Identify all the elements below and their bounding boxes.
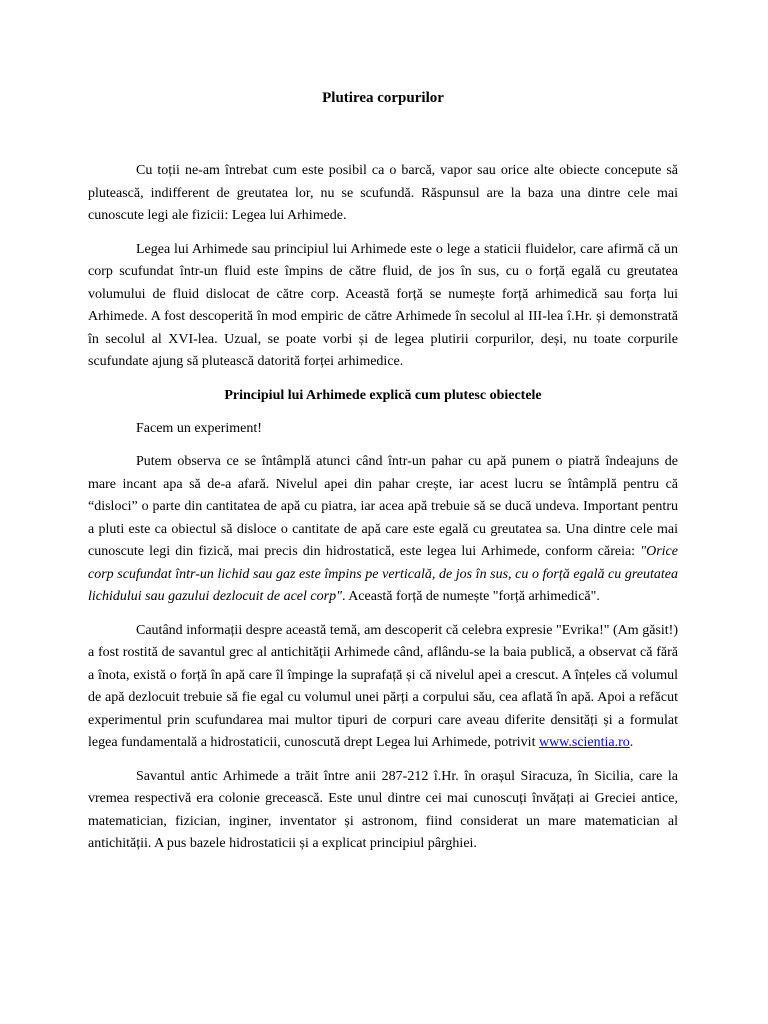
- evrika-text: Cautând informații despre această temă, am descoperit că celebra expresie "Evrika!" (Am găsit!) a fost rostită de savantul grec al antichității Arhimede când, aflându-se la baia publică, a observat că fără a înota, există o forță în apă care îl împinge la suprafață și că nivelul apei a crescut. A înțeles că volumul de apă dezlocuit trebuie să fie egal cu volumul unei părți a corpului său, cea aflată în apă. Apoi a refăcut experimentul prin scufundarea mai multor tipuri de corpuri care aveau diferite densități și a formulat legea fundamentală a hidrostaticii, cunoscută drept Legea lui Arhimede, potrivit: [88, 622, 678, 750]
- experiment-paragraph: Facem un experiment!: [136, 420, 262, 436]
- observation-paragraph: [88, 451, 678, 609]
- biography-paragraph: Savantul antic Arhimede a trăit între anii 287-212 î.Hr. în orașul Siracuza, în Sicilia, care la vremea respectivă era colonie grecească. Este unul dintre cei mai cunoscuți învățați ai Greciei antice, matematician, fizician, inginer, inventator și astronom, fiind considerat un mare matematician al antichității. A pus bazele hidrostaticii și a explicat principiul pârghiei.: [88, 768, 678, 851]
- evrika-paragraph: [88, 620, 678, 755]
- page-title: Plutirea corpurilor: [322, 90, 444, 106]
- document-page: [88, 88, 678, 867]
- observation-text-end: . Această forță de numește "forță arhimedică".: [341, 589, 600, 604]
- law-definition-paragraph: Legea lui Arhimede sau principiul lui Arhimede este o lege a staticii fluidelor, care afirmă că un corp scufundat într-un fluid este împins de către fluid, de jos în sus, cu o forță egală cu greutatea volumului de fluid dislocat de către corp. Această forță se numește forță arhimedică sau forța lui Arhimede. A fost descoperită în mod empiric de către Arhimede în secolul al III-lea î.Hr. și demonstrată în secolul al XVI-lea. Uzual, se poate vorbi și de legea plutirii corpurilor, deși, nu toate corpurile scufundate ajung să plutească datorită forței arhimedice.: [88, 241, 678, 369]
- law-quote: "Orice corp scufundat într-un lichid sau gaz este împins pe verticală, de jos în sus, cu o forță egală cu greutatea lichidului sau gazului dezlocuit de acel corp": [88, 544, 678, 604]
- observation-text: Putem observa ce se întâmplă atunci când într-un pahar cu apă punem o piatră îndeajuns de mare incant apa să de-a afară. Nivelul apei din pahar crește, iar acest lucru se întâmplă pentru că “disloci” o parte din cantitatea de apă cu piatra, iar acea apă trebuie să se ducă undeva. Important pentru a pluti este ca obiectul să disloce o cantitate de apă care este egală cu greutatea sa. Una dintre cele mai cunoscute legi din fizică, mai precis din hidrostatică, este legea lui Arhimede, conform căreia:: [88, 454, 678, 559]
- evrika-text-end: .: [629, 735, 634, 750]
- source-link[interactable]: www.scientia.ro: [538, 735, 630, 750]
- intro-paragraph: Cu toții ne-am întrebat cum este posibil ca o barcă, vapor sau orice alte obiecte concepute să plutească, indifferent de greutatea lor, nu se scufundă. Răspunsul are la baza una dintre cele mai cunoscute legi ale fizicii: Legea lui Arhimede.: [88, 163, 678, 223]
- section-heading: Principiul lui Arhimede explică cum plutesc obiectele: [224, 387, 542, 403]
